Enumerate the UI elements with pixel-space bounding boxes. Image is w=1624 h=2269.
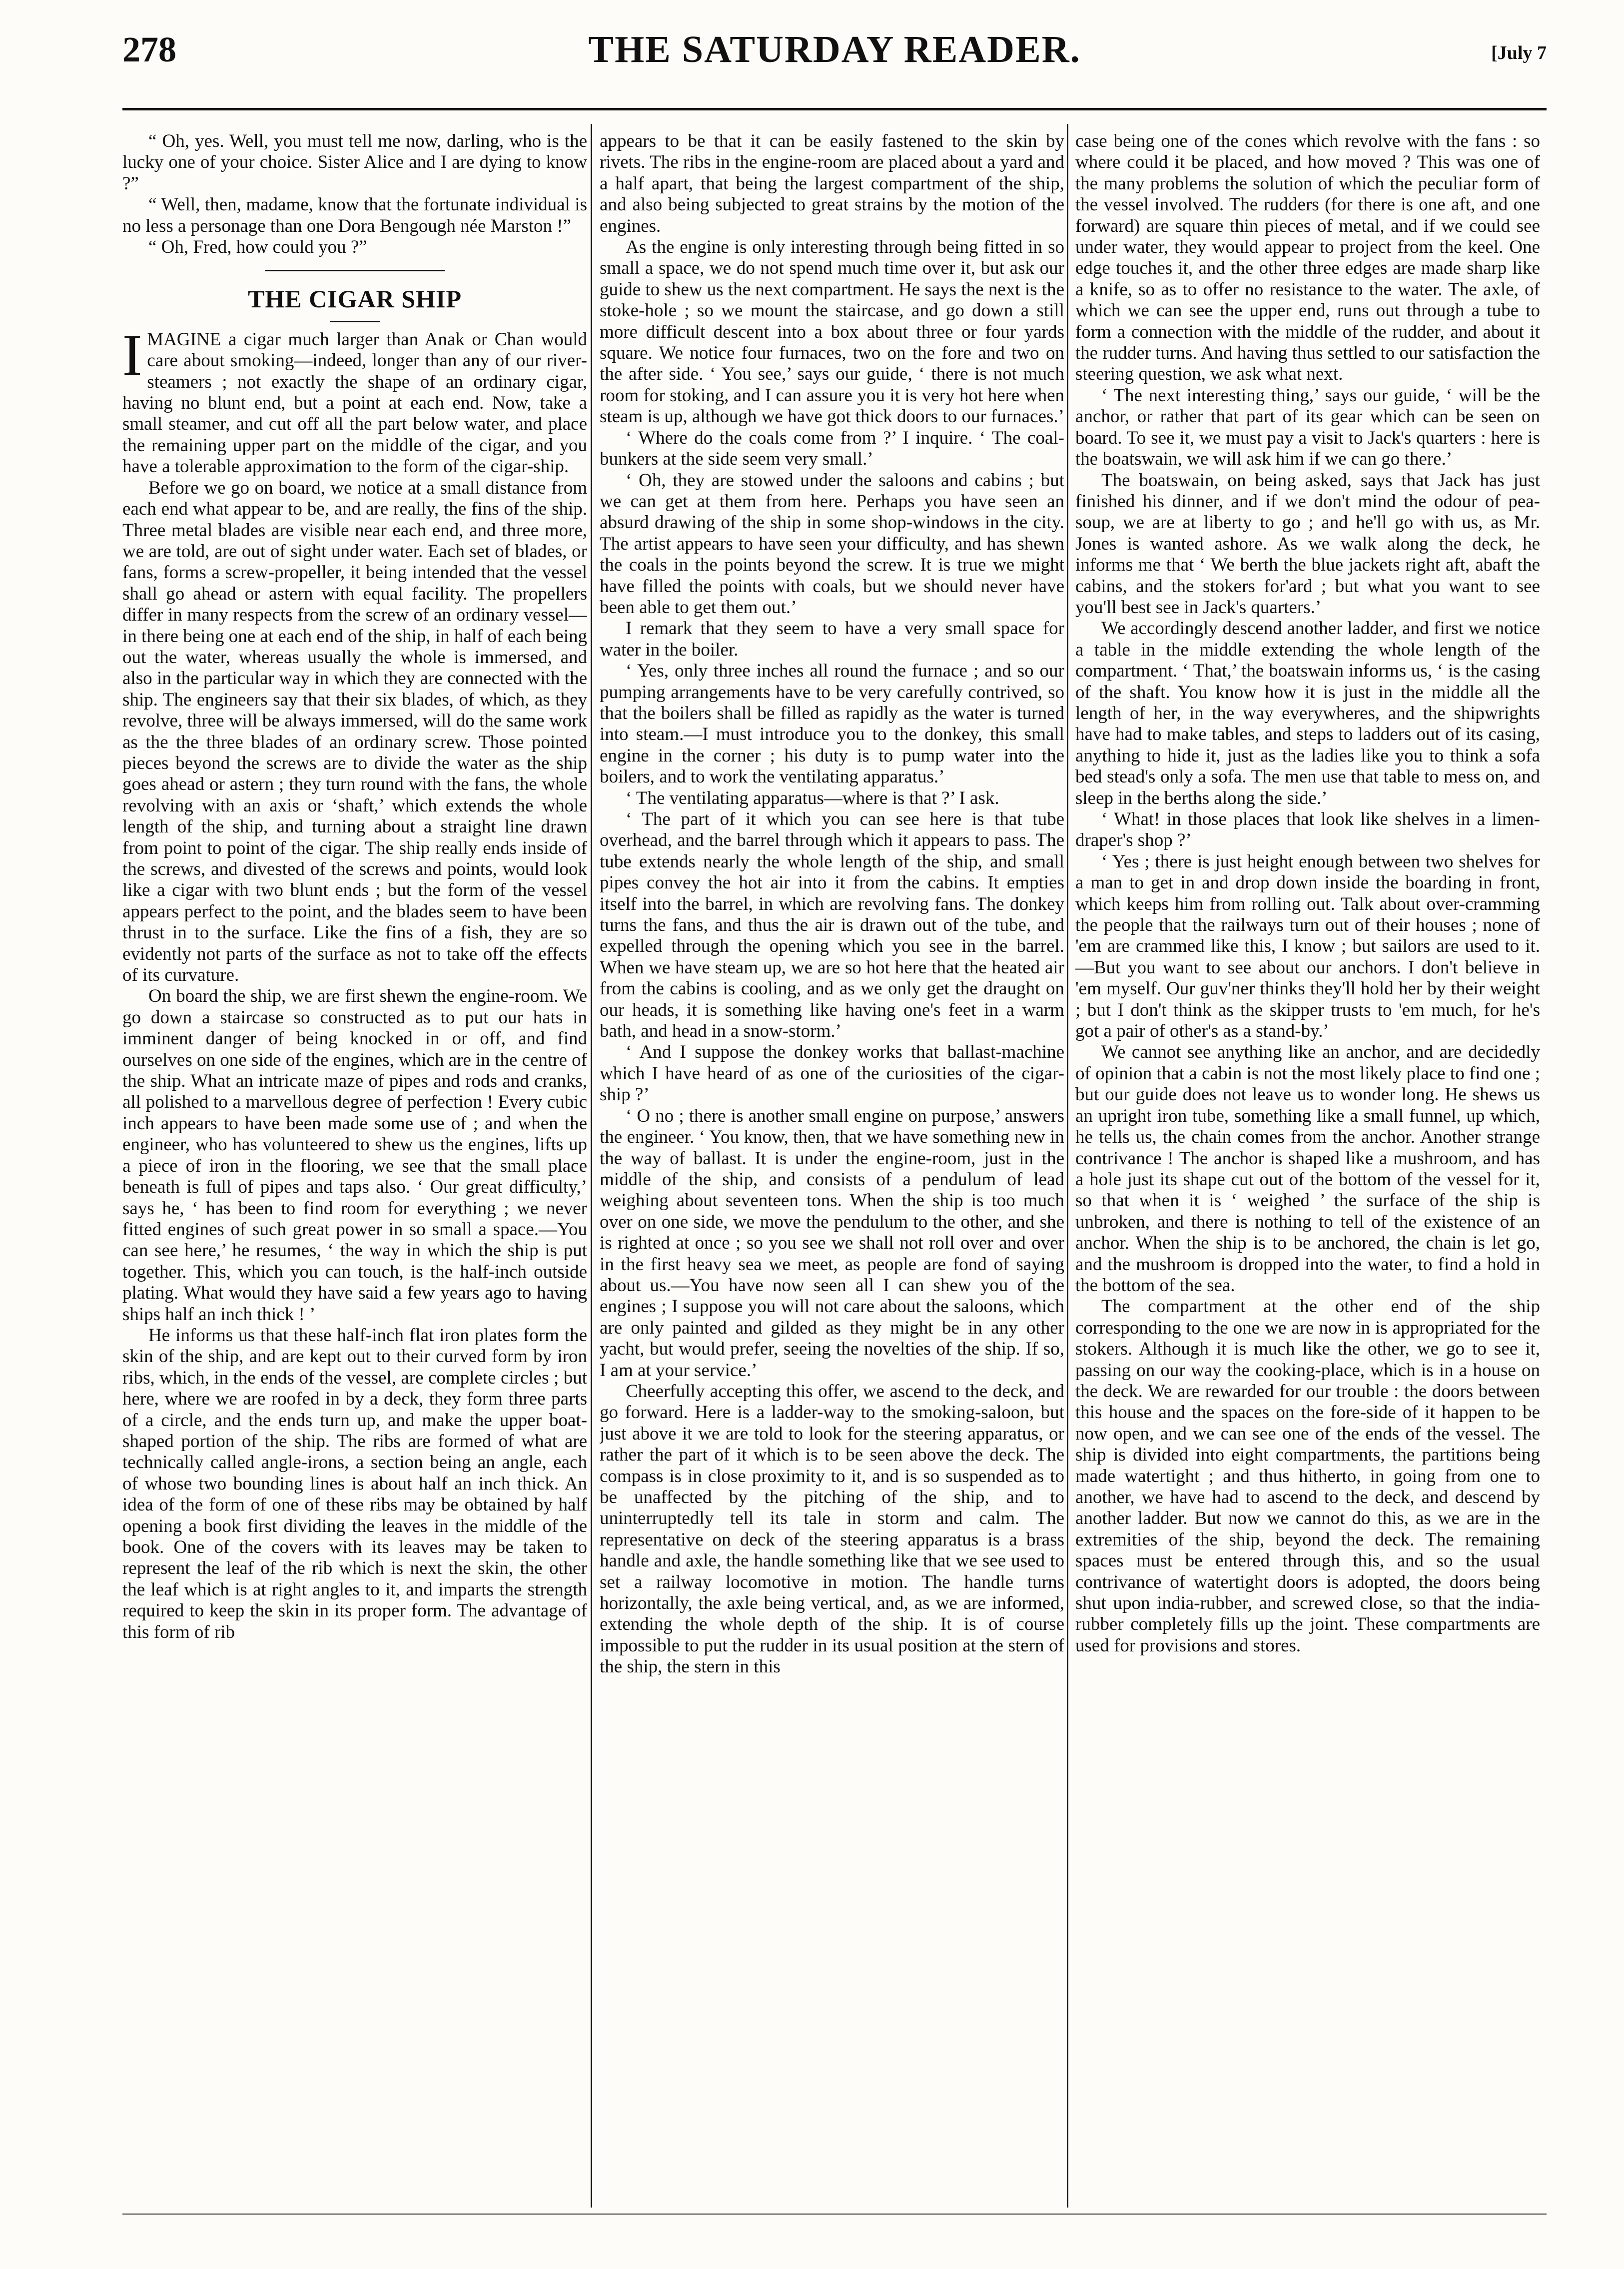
article-title: THE CIGAR SHIP bbox=[248, 285, 462, 313]
paragraph: The boatswain, on being asked, says that Jack has just finished his dinner, and if we don't mind the odour of pea-soup, we are at liberty to go ; and he'll go with us, as Mr. Jones is wanted ashore. As we walk along the deck, he informs me that ‘ We berth the blue jackets right aft, abaft the cabins, and the stokers for'ard ; but what you want to see you'll best see in Jack's quarters.’ bbox=[1075, 470, 1540, 618]
paragraph: He informs us that these half-inch flat iron plates form the skin of the ship, and are kept out to their curved form by iron ribs, which, in the ends of the vessel, are complete circles ; but here, where we are roofed in by a deck, they form three parts of a circle, and the ends turn up, and make the upper boat-shaped portion of the ship. The ribs are formed of what are technically called angle-irons, a section being an angle, each of whose two bounding lines is about half an inch thick. An idea of the form of one of these ribs may be obtained by half opening a book first dividing the leaves in the middle of the book. One of the covers with its leaves may be taken to represent the leaf of the rib which is next the skin, the other the leaf which is at right angles to it, and imparts the strength required to keep the skin in its proper form. The advantage of this form of rib bbox=[122, 1325, 587, 1642]
footer-rule bbox=[122, 2214, 1547, 2215]
paragraph: ‘ The ventilating apparatus—where is that ?’ I ask. bbox=[626, 787, 999, 808]
intro-paragraph: “ Well, then, madame, know that the fortunate individual is no less a personage than one Dora Bengough née Marston !” bbox=[122, 194, 587, 236]
paragraph: case being one of the cones which revolve with the fans : so where could it be placed, and how moved ? This was one of the many problems the solution of which the peculiar form of the vessel involved. The rudders (for there is one aft, and one forward) are square thin pieces of metal, and if we could see under water, they would appear to project from the keel. One edge touches it, and the other three edges are made sharp like a knife, so as to offer no resistance to the water. The axle, of which we can see the upper end, runs out through a tube to form a connection with the middle of the rudder, and about it the rudder turns. And having thus settled to our satisfaction the steering question, we ask what next. bbox=[1075, 131, 1540, 385]
drop-cap: I bbox=[122, 322, 142, 388]
paragraph: As the engine is only interesting through being fitted in so small a space, we do not spend much time over it, but ask our guide to shew us the next compartment. He says the next is the stoke-hole ; so we mount the staircase, and go down a still more difficult descent into a box about three or four yards square. We notice four furnaces, two on the fore and two on the after side. ‘ You see,’ says our guide, ‘ there is not much room for stoking, and I can assure you it is very hot here when steam is up, although we have got thick doors to our furnaces.’ bbox=[600, 237, 1064, 427]
paragraph: ‘ Yes, only three inches all round the furnace ; and so our pumping arrangements have to be very carefully contrived, so that the boilers shall be filled as rapidly as the water is turned into steam.—I must introduce you to the donkey, this small engine in the corner ; his duty is to pump water into the boilers, and to work the ventilating apparatus.’ bbox=[600, 661, 1064, 787]
paragraph: On board the ship, we are first shewn the engine-room. We go down a staircase so constructed as to put our hats in imminent danger of being knocked in or off, and find ourselves on one side of the engines, which are in the centre of the ship. What an intricate maze of pipes and rods and cranks, all polished to a marvellous degree of perfection ! Every cubic inch appears to have been made some use of ; and when the engineer, who has volunteered to shew us the engines, lifts up a piece of iron in the flooring, we see that the small place beneath is full of pipes and taps also. ‘ Our great difficulty,’ says he, ‘ has been to find room for everything ; we never fitted engines of such great power in so small a space.—You can see here,’ he resumes, ‘ the way in which the ship is put together. This, which you can touch, is the half-inch outside plating. What would they have said a few years ago to having ships half an inch thick ! ’ bbox=[122, 986, 587, 1325]
paragraph: We cannot see anything like an anchor, and are decidedly of opinion that a cabin is not the most likely place to find one ; but our guide does not leave us to wonder long. He shews us an upright iron tube, something like a small funnel, up which, he tells us, the chain comes from the anchor. Another strange contrivance ! The anchor is shaped like a mushroom, and has a hole just its shape cut out of the bottom of the vessel for it, so that when it is ‘ weighed ’ the surface of the ship is unbroken, and there is nothing to tell of the existence of an anchor. When the ship is to be anchored, the chain is let go, and the mushroom is dropped into the water, to find a hold in the bottom of the sea. bbox=[1075, 1042, 1540, 1296]
issue-date: [July 7 bbox=[1491, 42, 1547, 63]
paragraph: ‘ Yes ; there is just height enough between two shelves for a man to get in and drop down inside the boarding in front, which keeps him from rolling out. Talk about over-cramming the people that the railways turn out of their houses ; none of 'em are crammed like this, I know ; but sailors are used to it.—But you want to see about our anchors. I don't believe in 'em myself. Our guv'ner thinks they'll hold her by their weight ; but I don't think as the skipper trusts to 'em much, for he's got a pair of other's as a stand-by.’ bbox=[1075, 851, 1540, 1042]
column-3 bbox=[1075, 131, 1540, 2210]
paragraph: ‘ The part of it which you can see here is that tube overhead, and the barrel through which it appears to pass. The tube extends nearly the whole length of the ship, and small pipes convey the hot air into it from the cabins. It empties itself into the barrel, in which are revolving fans. The donkey turns the fans, and thus the air is drawn out of the tube, and expelled through the opening which you see in the barrel. When we have steam up, we are so hot here that the heated air from the cabins is cooling, and as we only get the draught on our heads, it is something like having one's feet in a warm bath, and head in a snow-storm.’ bbox=[600, 809, 1064, 1042]
column-divider bbox=[1067, 124, 1068, 2208]
column-1 bbox=[122, 131, 587, 2210]
masthead: THE SATURDAY READER. bbox=[588, 28, 1081, 70]
paragraph: I remark that they seem to have a very small space for water in the boiler. bbox=[600, 618, 1064, 660]
page-header bbox=[122, 24, 1547, 94]
paragraph: appears to be that it can be easily fastened to the skin by rivets. The ribs in the engine-room are placed about a yard and a half apart, that being the largest compartment of the ship, and also being subjected to great strains by the motion of the engines. bbox=[600, 131, 1064, 236]
header-rule bbox=[122, 108, 1547, 110]
paragraph: ‘ Oh, they are stowed under the saloons and cabins ; but we can get at them from here. Perhaps you have seen an absurd drawing of the ship in some shop-windows in the city. The artist appears to have seen your difficulty, and has shewn the coals in the points beyond the screw. It is true we might have filled the points with coals, but we should never have been able to get them out.’ bbox=[600, 470, 1064, 618]
title-rule bbox=[265, 270, 445, 271]
paragraph: Cheerfully accepting this offer, we ascend to the deck, and go forward. Here is a ladder-way to the smoking-saloon, but just above it we are told to look for the steering apparatus, or rather the part of it which is to be seen above the deck. The compass is in close proximity to it, and is so suspended as to be unaffected by the pitching of the ship, and to uninterruptedly tell its tale in storm and calm. The representative on deck of the steering apparatus is a brass handle and axle, the handle something like that we see used to set a railway locomotive in motion. The handle turns horizontally, the axle being vertical, and, as we are informed, extending the whole depth of the ship. It is of course impossible to put the rudder in its usual position at the stern of the ship, the stern in this bbox=[600, 1381, 1064, 1677]
intro-paragraph: “ Oh, yes. Well, you must tell me now, darling, who is the lucky one of your choice. Sister Alice and I are dying to know ?” bbox=[122, 131, 587, 194]
page-number: 278 bbox=[122, 29, 176, 69]
paragraph: ‘ The next interesting thing,’ says our guide, ‘ will be the anchor, or rather that part of its gear which can be seen on board. To see it, we must pay a visit to Jack's quarters : here is the boatswain, we will ask him if we can go there.’ bbox=[1075, 385, 1540, 470]
first-paragraph bbox=[122, 322, 587, 478]
paragraph: The compartment at the other end of the ship corresponding to the one we are now in is appropriated for the stokers. Although it is much like the other, we go to see it, passing on our way the cooking-place, which is in a house on the deck. We are rewarded for our trouble : the doors between this house and the spaces on the fore-side of it happen to be now open, and we can see one of the ends of the vessel. The ship is divided into eight compartments, the partitions being made watertight ; and thus hitherto, in going from one to another, we have had to ascend to the deck, and descend by another ladder. But now we cannot do this, as we are in the extremities of the ship, beyond the deck. The remaining spaces must be entered through this, and so the usual contrivance of watertight doors is adopted, the doors being shut upon india-rubber, and screwed close, so that the india-rubber completely fills up the joint. These compartments are used for provisions and stores. bbox=[1075, 1296, 1540, 1656]
paragraph: ‘ O no ; there is another small engine on purpose,’ answers the engineer. ‘ You know, then, that we have something new in the way of ballast. It is under the engine-room, just in the middle of the ship, and consists of a pendulum of lead weighing about seventeen tons. When the ship is too much over on one side, we move the pendulum to the other, and she is righted at once ; so you see we shall not roll over and over in the first heavy sea we meet, as people are fond of saying about us.—You have now seen all I can shew you of the engines ; I suppose you will not care about the saloons, which are only painted and gilded as they might be in any other yacht, but would prefer, seeing the novelties of the ship. If so, I am at your service.’ bbox=[600, 1105, 1064, 1381]
column-divider bbox=[591, 124, 592, 2208]
paragraph: ‘ And I suppose the donkey works that ballast-machine which I have heard of as one of the curiosities of the cigar-ship ?’ bbox=[600, 1042, 1064, 1105]
paragraph: Before we go on board, we notice at a small distance from each end what appear to be, and are really, the fins of the ship. Three metal blades are visible near each end, and three more, we are told, are out of sight under water. Each set of blades, or fans, forms a screw-propeller, it being intended that the vessel shall go ahead or astern with equal facility. The propellers differ in many respects from the screw of an ordinary vessel—in there being one at each end of the ship, in half of each being out the water, whereas usually the whole is immersed, and also in the particular way in which they are connected with the ship. The engineers say that their six blades, of which, as they revolve, three will be always immersed, will do the same work as the the three blades of an ordinary screw. Those pointed pieces beyond the screws are to divide the water as the ship goes ahead or astern ; they turn round with the fans, the whole revolving with an axis or ‘shaft,’ which extends the whole length of the ship, and turning about a straight line drawn from point to point of the cigar. The ship really ends inside of the screws, and divested of the screws and points, would look like a cigar with two blunt ends ; but the form of the vessel appears perfect to the point, and the blades seem to have been thrust in to the surface. Like the fins of a fish, they are so evidently not parts of the surface as not to take off the effects of its curvature. bbox=[122, 477, 587, 986]
intro-paragraph: “ Oh, Fred, how could you ?” bbox=[148, 237, 367, 258]
paragraph: ‘ Where do the coals come from ?’ I inquire. ‘ The coal-bunkers at the side seem very small.’ bbox=[600, 427, 1064, 470]
column-2 bbox=[600, 131, 1064, 2210]
first-paragraph-text: MAGINE a cigar much larger than Anak or Chan would care about smoking—indeed, longer than any of our river-steamers ; not exactly the shape of an ordinary cigar, having no blunt end, but a point at each end. Now, take a small steamer, and cut off all the part below water, and place the remaining upper part on the middle of the cigar, and you have a tolerable approximation to the form of the cigar-ship. bbox=[122, 329, 587, 477]
paragraph: ‘ What! in those places that look like shelves in a limen-draper's shop ?’ bbox=[1075, 809, 1540, 851]
title-rule-short bbox=[330, 321, 380, 322]
paragraph: We accordingly descend another ladder, and first we notice a table in the middle extending the whole length of the compartment. ‘ That,’ the boatswain informs us, ‘ is the casing of the shaft. You know how it is just in the middle all the length of her, in the way everywheres, and the shipwrights have had to make tables, and steps to ladders out of its casing, anything to hide it, just as the ladies like you to think a sofa bed stead's only a sofa. The men use that table to mess on, and sleep in the berths along the side.’ bbox=[1075, 618, 1540, 808]
